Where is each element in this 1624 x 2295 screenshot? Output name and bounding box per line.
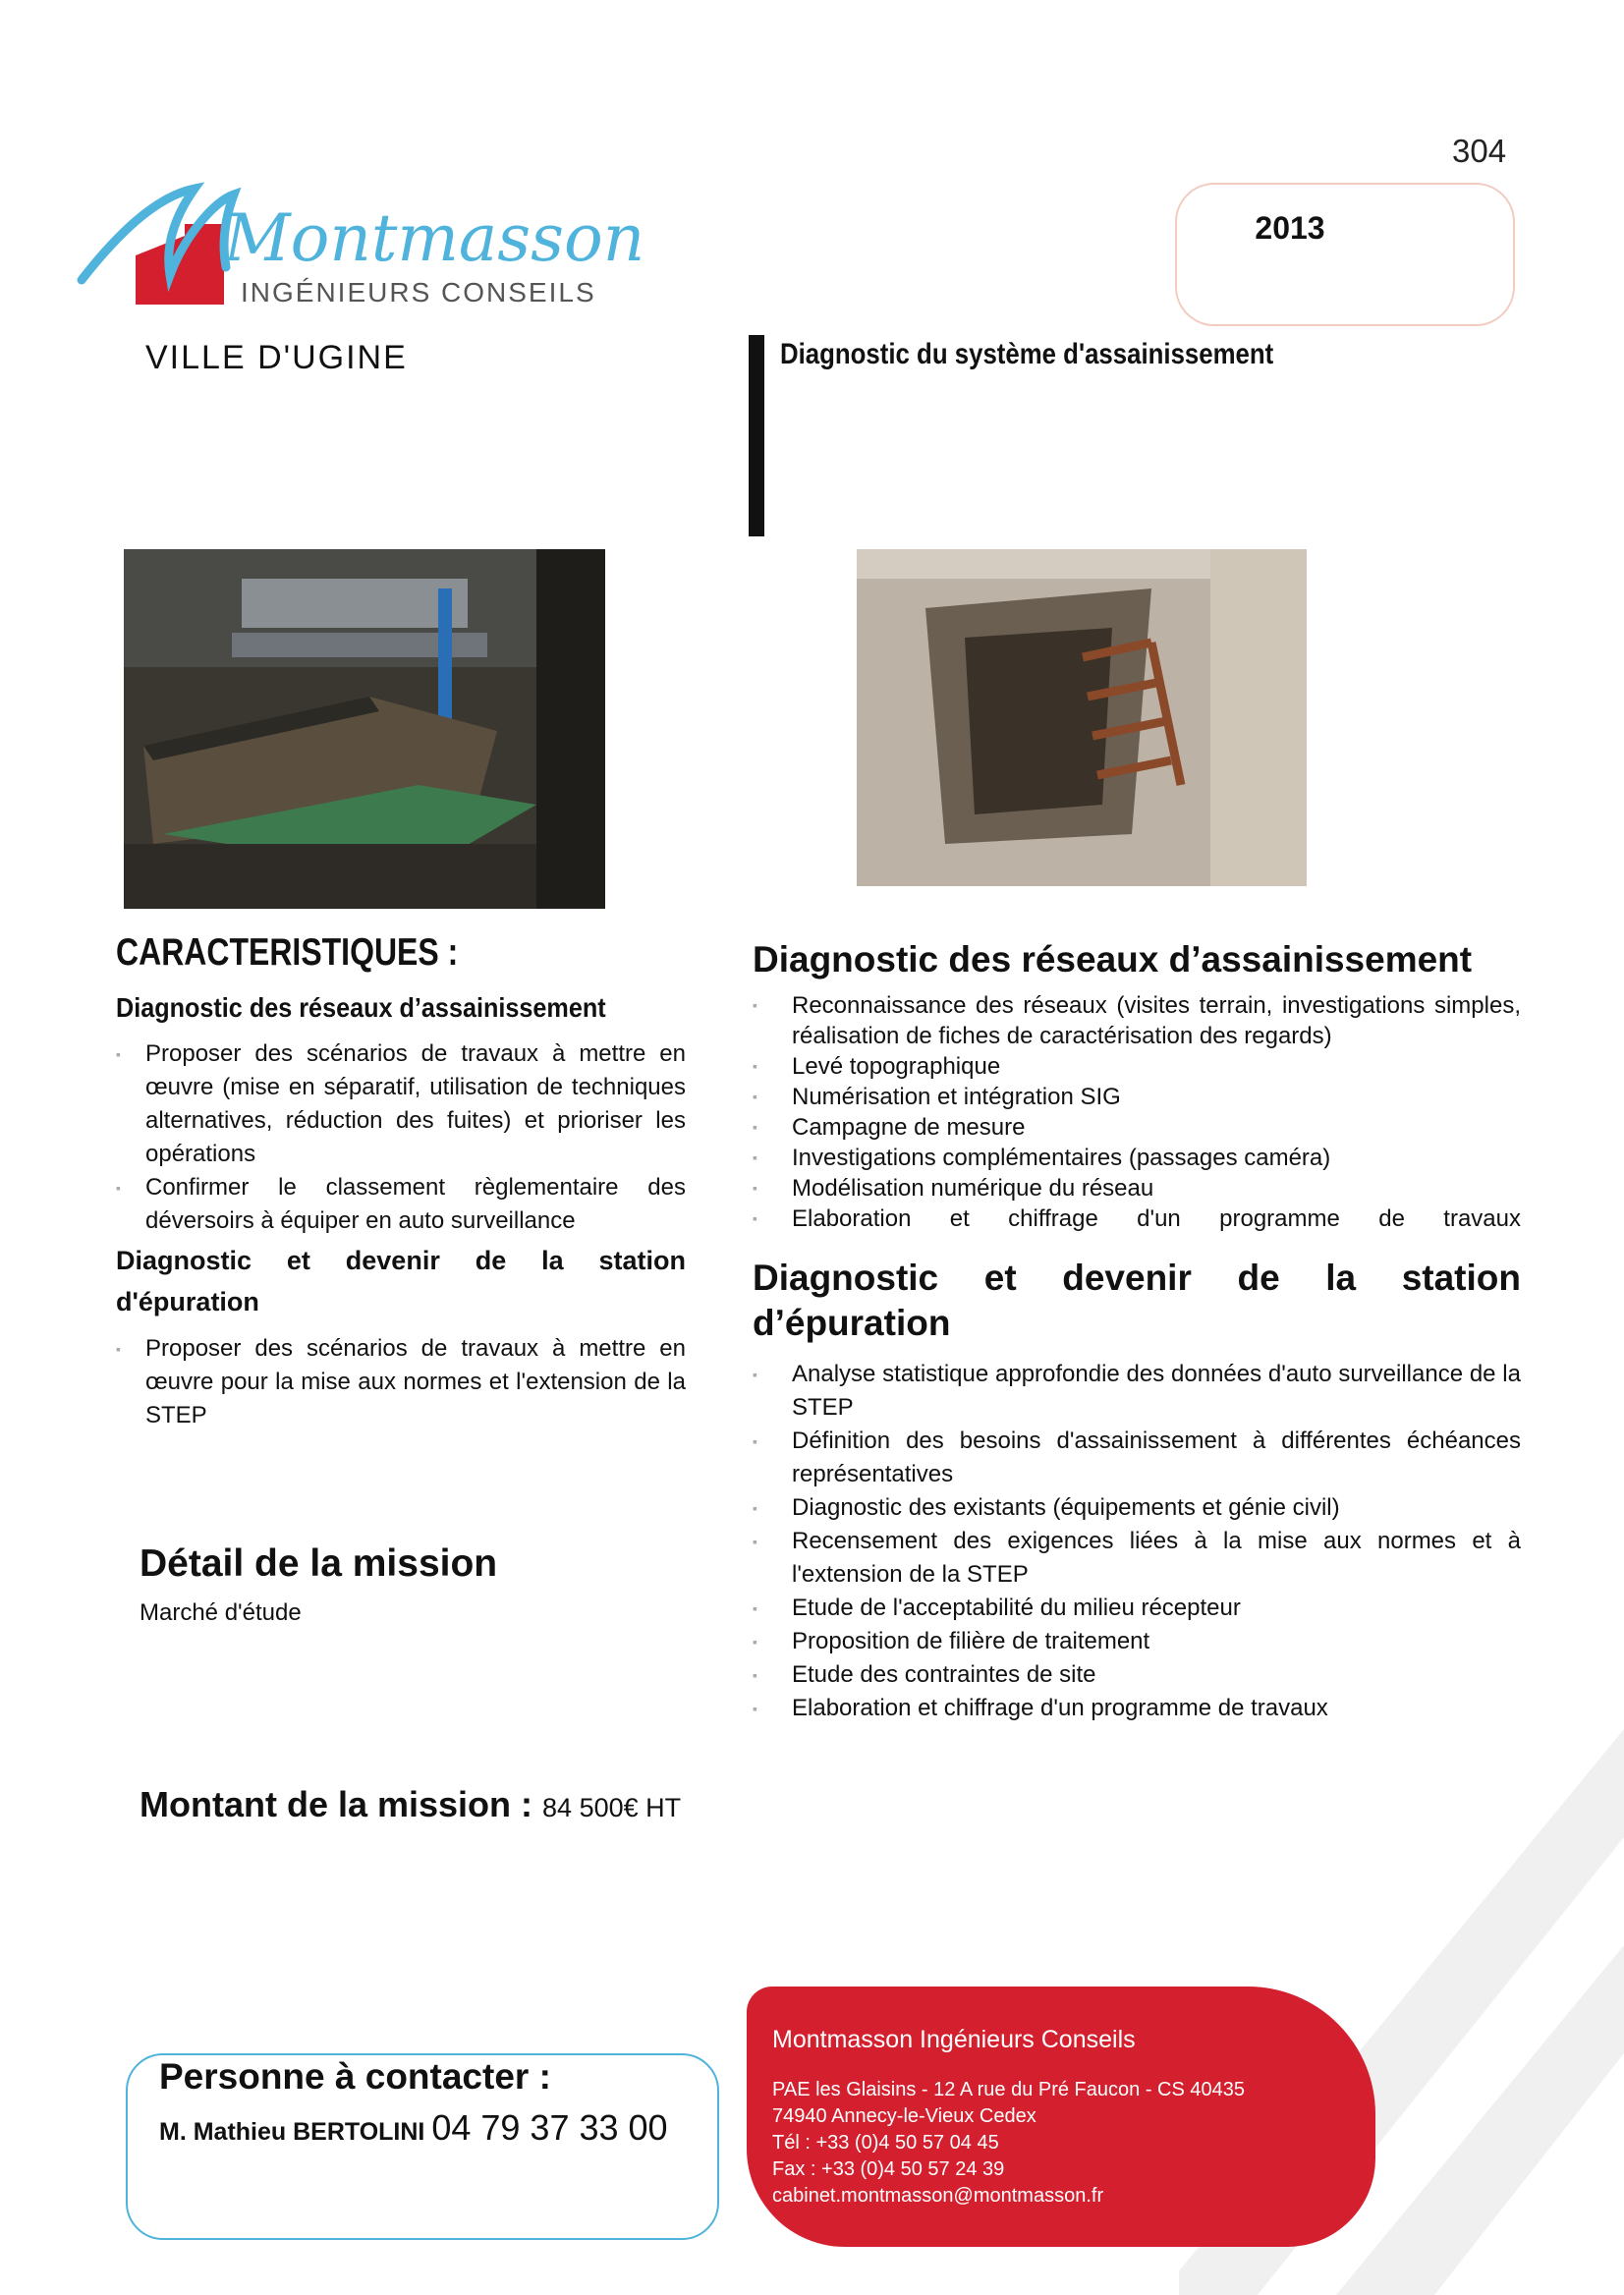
contact-heading: Personne à contacter : [159,2056,551,2097]
title-bar [749,335,764,536]
list-item: ▪ Confirmer le classement règlementaire des déversoirs à équiper en auto surveillance [116,1171,686,1238]
list-item: ▪ Elaboration et chiffrage d'un programme de travaux [753,1692,1521,1725]
right-section-title: Diagnostic et devenir de la station d’épuration [753,1258,1521,1343]
page-number: 304 [1452,133,1507,169]
contact-name: M. Mathieu BERTOLINI [159,2118,425,2146]
list-item: ▪ Analyse statistique approfondie des données d'auto surveillance de la STEP [753,1358,1521,1425]
list-item: ▪ Elaboration et chiffrage d'un programme de travaux [753,1203,1521,1234]
company-email[interactable]: cabinet.montmasson@montmasson.fr [772,2185,1104,2207]
list-item: ▪ Campagne de mesure [753,1112,1521,1143]
list-item: ▪ Définition des besoins d'assainissement à différentes échéances représentatives [753,1425,1521,1491]
client-name: VILLE D'UGINE [145,339,408,376]
list-item: ▪ Numérisation et intégration SIG [753,1082,1521,1112]
right-section-list [753,990,1521,1234]
left-section-title: Diagnostic et devenir de la station d'épuration [116,1246,686,1316]
company-name: Montmasson Ingénieurs Conseils [772,2026,1136,2053]
list-item: ▪ Investigations complémentaires (passages caméra) [753,1143,1521,1173]
list-item: ▪ Reconnaissance des réseaux (visites terrain, investigations simples, réalisation de fiches de caractérisation des regards) [753,990,1521,1051]
svg-text:Montmasson: Montmasson [224,200,645,276]
mission-detail-value: Marché d'étude [140,1599,302,1626]
company-fax: Fax : +33 (0)4 50 57 24 39 [772,2158,1005,2180]
left-section-list [116,1332,686,1432]
logo-subtitle: INGÉNIEURS CONSEILS [241,277,596,308]
list-item: ▪ Proposer des scénarios de travaux à mettre en œuvre (mise en séparatif, utilisation de techniques alternatives, réduction des fuites) et prioriser les opérations [116,1037,686,1171]
company-address-2: 74940 Annecy-le-Vieux Cedex [772,2105,1036,2127]
list-item: ▪ Levé topographique [753,1051,1521,1082]
manhole-photo [857,549,1307,886]
mission-amount-value: 84 500€ HT [542,1793,682,1822]
mission-amount [140,1784,681,1825]
left-section-title: Diagnostic des réseaux d’assainissement [116,992,606,1023]
list-item: ▪ Modélisation numérique du réseau [753,1173,1521,1203]
company-tel: Tél : +33 (0)4 50 57 04 45 [772,2132,999,2154]
mission-detail-heading: Détail de la mission [140,1542,498,1585]
list-item: ▪ Proposition de filière de traitement [753,1625,1521,1658]
mission-amount-label: Montant de la mission : [140,1784,533,1824]
company-address-1: PAE les Glaisins - 12 A rue du Pré Faucon - CS 40435 [772,2079,1245,2100]
contact-line [159,2107,668,2149]
project-title: Diagnostic du système d'assainissement [780,338,1274,370]
right-section-list [753,1358,1521,1725]
list-item: ▪ Etude des contraintes de site [753,1658,1521,1692]
list-item: ▪ Diagnostic des existants (équipements et génie civil) [753,1491,1521,1525]
caracteristiques-heading: CARACTERISTIQUES : [116,931,459,974]
belt-press-photo [124,549,605,909]
company-panel [747,1987,1375,2247]
left-section-list [116,1037,686,1238]
contact-phone[interactable]: 04 79 37 33 00 [431,2107,668,2148]
list-item: ▪ Recensement des exigences liées à la mise aux normes et à l'extension de la STEP [753,1525,1521,1592]
list-item: ▪ Proposer des scénarios de travaux à mettre en œuvre pour la mise aux normes et l'extension de la STEP [116,1332,686,1432]
left-section-station [116,1240,686,1432]
list-item: ▪ Etude de l'acceptabilité du milieu récepteur [753,1592,1521,1625]
right-section-title: Diagnostic des réseaux d’assainissement [753,939,1473,980]
right-section-station [753,1256,1521,1725]
year-box [1175,183,1515,326]
project-year: 2013 [1255,210,1325,246]
right-section-reseaux [753,937,1521,1234]
left-section-reseaux [116,988,686,1238]
